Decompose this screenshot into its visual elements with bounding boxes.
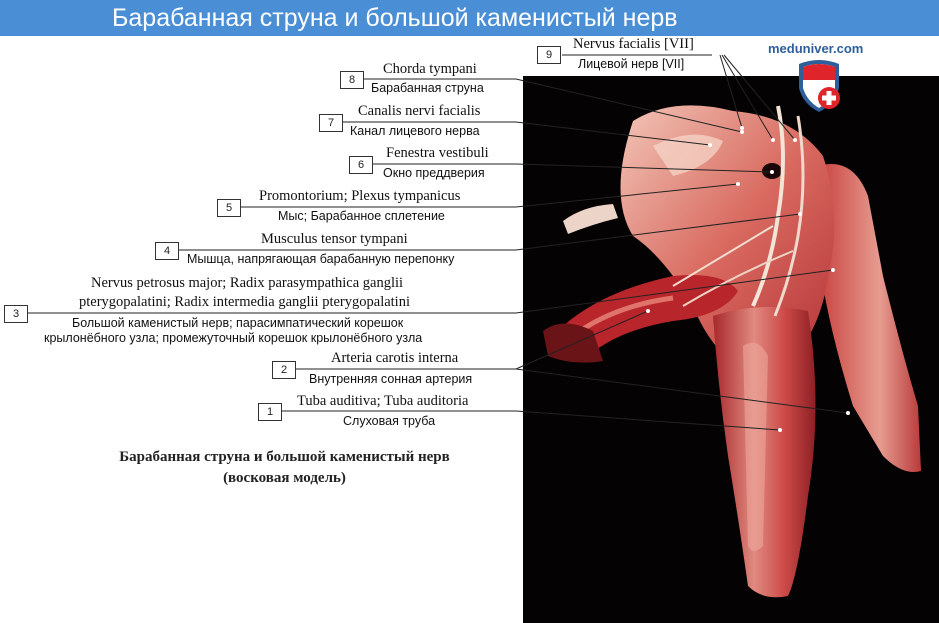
caption-line-2: (восковая модель)	[223, 470, 346, 486]
label-1-russian: Слуховая труба	[343, 414, 436, 428]
label-3-russian-line2: крылонёбного узла; промежуточный корешок крылонёбного узла	[44, 331, 423, 345]
label-6-russian: Окно преддверия	[383, 166, 485, 180]
label-number-3: 3	[4, 305, 28, 323]
brand-logo-text[interactable]: meduniver.com	[768, 41, 864, 56]
label-2-latin: Arteria carotis interna	[331, 350, 459, 366]
figure-caption	[97, 447, 472, 489]
label-7-russian: Канал лицевого нерва	[350, 124, 480, 138]
label-4-russian: Мышца, напрягающая барабанную перепонку	[187, 252, 455, 266]
label-number-1: 1	[258, 403, 282, 421]
label-1-latin: Tuba auditiva; Tuba auditoria	[297, 393, 469, 409]
label-7-latin: Canalis nervi facialis	[358, 103, 481, 119]
label-number-6: 6	[349, 156, 373, 174]
label-3-latin-line2: pterygopalatini; Radix intermedia ganglii pterygopalatini	[79, 294, 410, 310]
label-number-9: 9	[537, 46, 561, 64]
label-8-russian: Барабанная струна	[371, 81, 484, 95]
label-3-russian-line1: Большой каменистый нерв; парасимпатический корешок	[72, 316, 404, 330]
page-title: Барабанная струна и большой каменистый нерв	[112, 4, 678, 32]
label-number-8: 8	[340, 71, 364, 89]
label-5-latin: Promontorium; Plexus tympanicus	[259, 188, 461, 204]
label-number-5: 5	[217, 199, 241, 217]
label-number-2: 2	[272, 361, 296, 379]
caption-line-1: Барабанная струна и большой каменистый нерв	[119, 449, 450, 465]
label-3-latin-line1: Nervus petrosus major; Radix parasympathica ganglii	[91, 275, 404, 291]
label-4-latin: Musculus tensor tympani	[261, 231, 408, 247]
label-6-latin: Fenestra vestibuli	[386, 145, 489, 161]
label-2-russian: Внутренняя сонная артерия	[309, 372, 473, 386]
label-8-latin: Chorda tympani	[383, 61, 477, 77]
label-9-latin: Nervus facialis [VII]	[573, 36, 694, 52]
label-number-7: 7	[319, 114, 343, 132]
label-5-russian: Мыс; Барабанное сплетение	[278, 209, 445, 223]
label-number-4: 4	[155, 242, 179, 260]
label-9-russian: Лицевой нерв [VII]	[578, 57, 685, 71]
